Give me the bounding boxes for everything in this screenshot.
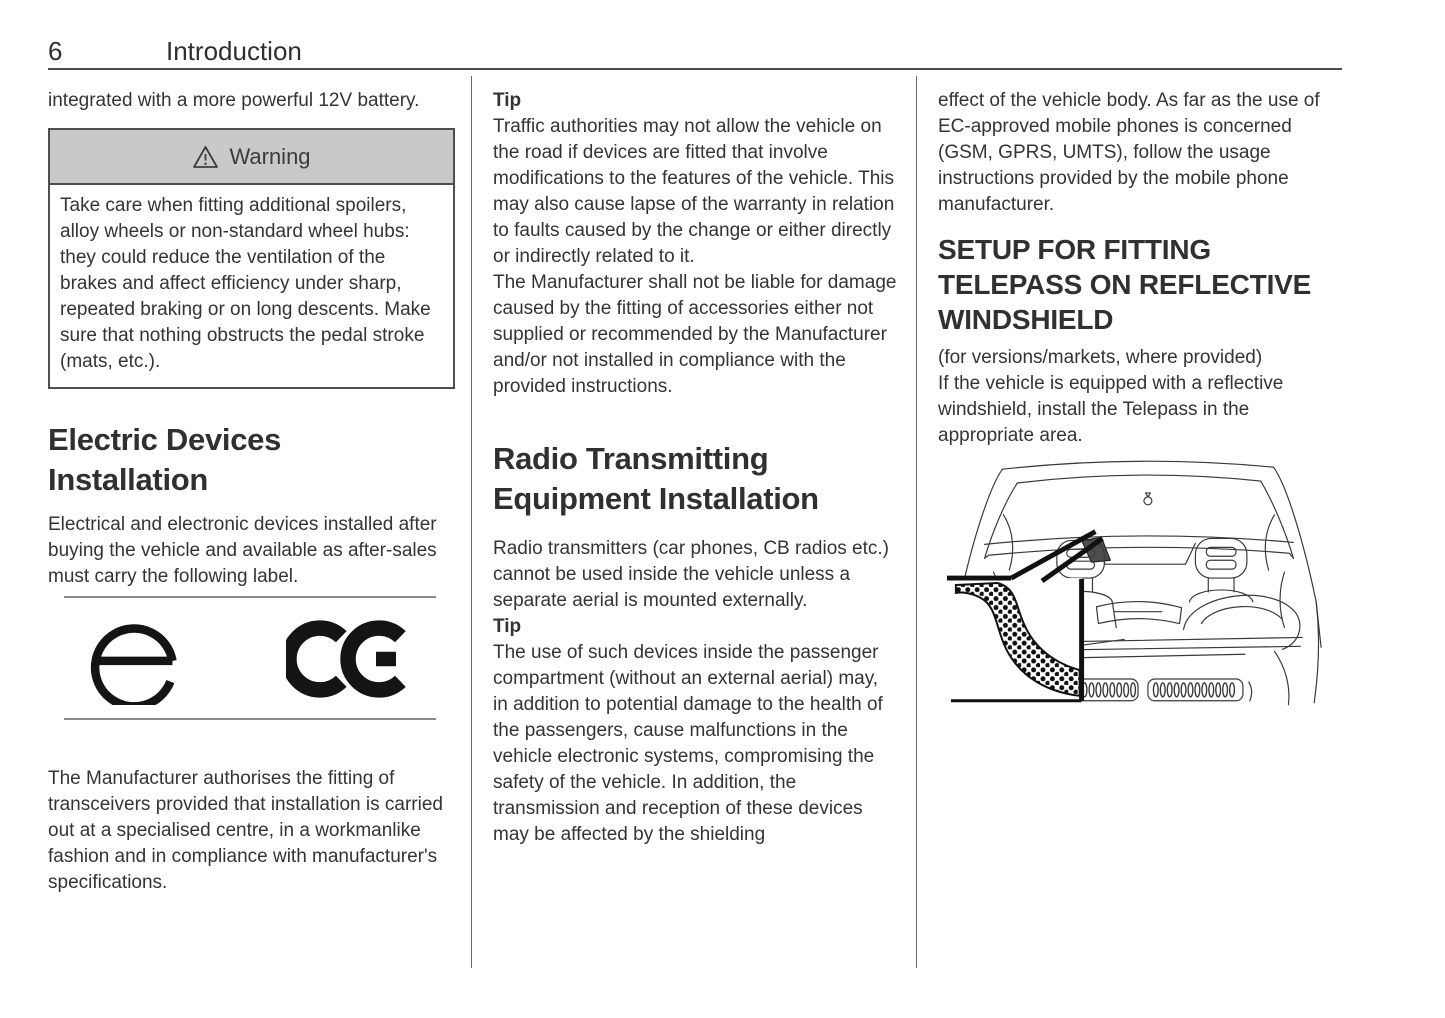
section-heading-electric-devices: Electric Devices Installation — [48, 422, 282, 497]
tip-label-1: Tip — [493, 90, 522, 111]
label-symbols-row — [64, 598, 436, 718]
section-heading-radio-transmitting: Radio Transmitting Equipment Installation — [493, 441, 819, 516]
warning-triangle-icon — [192, 145, 219, 169]
tip-paragraph-1b: The Manufacturer shall not be liable for damage caused by the fitting of accessories either not supplied or recommended by the Manufacturer and/or not installed in compliance with the provided instructions. — [493, 272, 897, 397]
warning-box-header — [50, 130, 453, 185]
telepass-paragraph: If the vehicle is equipped with a reflective windshield, install the Telepass in the appropriate area. — [938, 373, 1284, 446]
page-number: 6 — [48, 36, 63, 66]
page-section-title: Introduction — [166, 36, 302, 66]
column-divider-left — [471, 76, 472, 968]
left-column — [48, 88, 458, 896]
electric-devices-paragraph: Electrical and electronic devices installed after buying the vehicle and available as after-sales must carry the following label. — [48, 514, 437, 587]
warning-box — [48, 128, 455, 389]
availability-note: (for versions/markets, where provided) — [938, 347, 1263, 368]
lead-paragraph: integrated with a more powerful 12V battery. — [48, 90, 420, 111]
warning-body: Take care when fitting additional spoilers, alloy wheels or non-standard wheel hubs: they could reduce the ventilation of the brakes and affect efficiency under sharp, repeated braking or on long descents. Make sure that nothing obstructs the pedal stroke (mats, etc.). — [60, 195, 431, 372]
right-column — [938, 88, 1340, 711]
tip-paragraph-1: Traffic authorities may not allow the vehicle on the road if devices are fitted that involve modifications to the features of the vehicle. This may also cause lapse of the warranty in relation to faults caused by the change or either directly or indirectly related to it. — [493, 116, 895, 267]
tip-paragraph-2: The use of such devices inside the passenger compartment (without an external aerial) may, in addition to potential damage to the health of the passengers, cause malfunctions in the vehicle electronic systems, compromising the safety of the vehicle. In addition, the transmission and reception of these devices may be affected by the shielding — [493, 642, 883, 845]
approval-label — [64, 596, 436, 720]
middle-column — [493, 88, 897, 848]
warning-title: Warning — [229, 143, 311, 169]
tip-label-2: Tip — [493, 616, 522, 637]
header-rule — [48, 68, 1342, 70]
section-heading-telepass: SETUP FOR FITTING TELEPASS ON REFLECTIVE WINDSHIELD — [938, 234, 1312, 335]
continuation-paragraph: effect of the vehicle body. As far as the use of EC-approved mobile phones is concerned (GSM, GPRS, UMTS), follow the usage instructions provided by the mobile phone manufacturer. — [938, 90, 1320, 215]
label-bottom-rule — [64, 718, 436, 720]
ce-mark-icon — [286, 618, 406, 700]
telepass-windshield-illustration — [946, 453, 1332, 711]
radio-paragraph: Radio transmitters (car phones, CB radios etc.) cannot be used inside the vehicle unless a separate aerial is mounted externally. — [493, 538, 889, 611]
column-divider-right — [916, 76, 917, 968]
e-approval-mark-icon — [86, 613, 181, 705]
manufacturer-paragraph: The Manufacturer authorises the fitting of transceivers provided that installation is carried out at a specialised centre, in a workmanlike fashion and in compliance with manufacturer's specifications. — [48, 768, 443, 893]
